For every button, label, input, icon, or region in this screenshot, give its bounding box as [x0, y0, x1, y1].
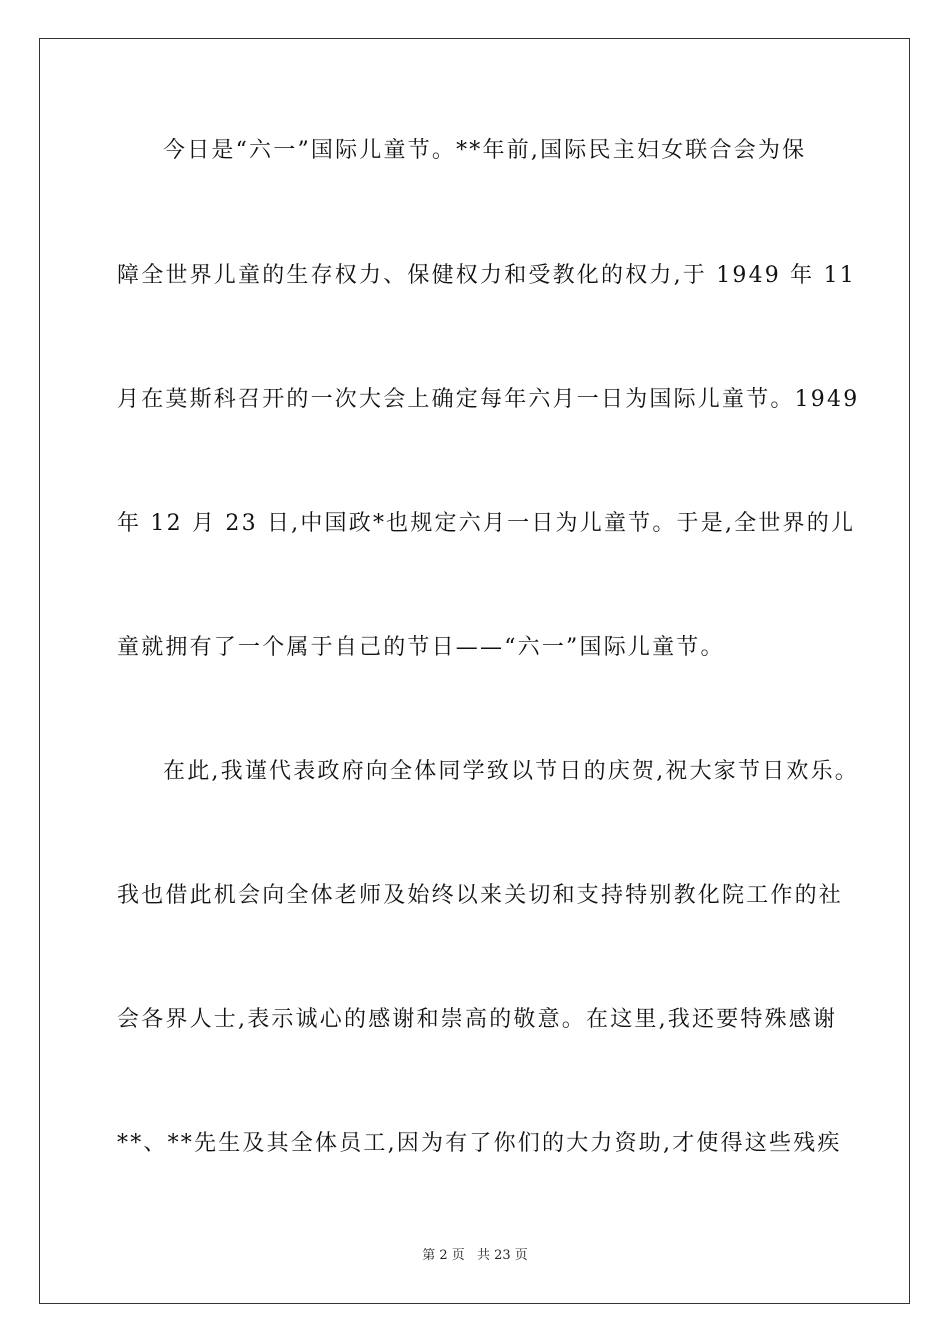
page-border — [39, 38, 910, 1304]
page-number-total: 共 23 页 — [476, 1248, 528, 1263]
body-text-line-1: 今日是“六一”国际儿童节。**年前,国际民主妇女联合会为保 — [163, 138, 807, 163]
body-text-line-7: 我也借此机会向全体老师及始终以来关切和支持特别教化院工作的社 — [117, 883, 844, 908]
body-text-line-9: **、**先生及其全体员工,因为有了你们的大力资助,才使得这些残疾 — [117, 1131, 842, 1156]
body-text-line-5: 童就拥有了一个属于自己的节日——“六一”国际儿童节。 — [117, 635, 725, 660]
body-text-line-8: 会各界人士,表示诚心的感谢和崇高的敬意。在这里,我还要特殊感谢 — [117, 1007, 838, 1032]
page-number-current: 第 2 页 — [422, 1248, 465, 1263]
body-text-line-4: 年 12 月 23 日,中国政*也规定六月一日为儿童节。于是,全世界的儿 — [117, 511, 856, 536]
body-text-line-6: 在此,我谨代表政府向全体同学致以节日的庆贺,祝大家节日欢乐。 — [163, 759, 859, 784]
page-footer — [0, 1247, 950, 1265]
body-text-line-2: 障全世界儿童的生存权力、保健权力和受教化的权力,于 1949 年 11 — [117, 263, 856, 288]
body-text-line-3: 月在莫斯科召开的一次大会上确定每年六月一日为国际儿童节。1949 — [117, 387, 860, 412]
